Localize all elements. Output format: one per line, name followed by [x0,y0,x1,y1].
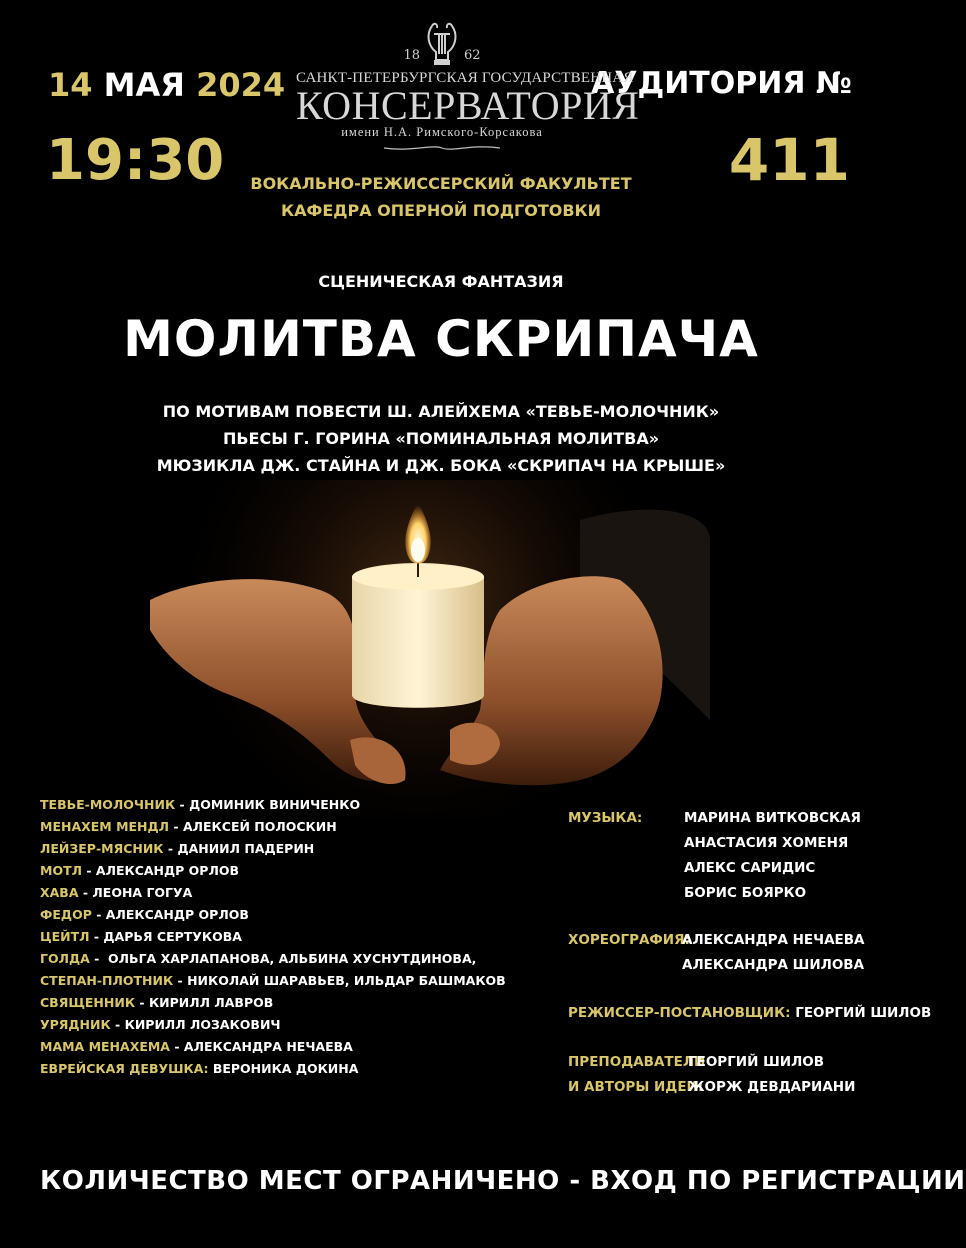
show-genre: СЦЕНИЧЕСКАЯ ФАНТАЗИЯ [318,272,564,291]
faculty-block [0,170,882,224]
cast-separator: - [81,863,96,878]
cast-role: ЦЕЙТЛ [40,929,90,944]
cast-row [40,860,506,882]
logo-year-left: 18 [403,48,420,63]
cast-row [40,904,506,926]
credit-name: АЛЕКСАНДРА НЕЧАЕВА [682,932,865,948]
cast-row [40,838,506,860]
cast-actor: ЛЕОНА ГОГУА [92,885,193,900]
cast-separator: - [110,1017,125,1032]
source-line: ПЬЕСЫ Г. ГОРИНА «ПОМИНАЛЬНАЯ МОЛИТВА» [222,429,660,448]
cast-separator: - [89,929,104,944]
cast-row [40,926,506,948]
cast-role: СВЯЩЕННИК [40,995,136,1010]
teachers-credits [688,1050,855,1100]
credit-name: ЖОРЖ ДЕВДАРИАНИ [688,1079,856,1095]
director-label: РЕЖИССЕР-ПОСТАНОВЩИК: [568,1005,791,1021]
cast-row [40,794,506,816]
cast-actor: ОЛЬГА ХАРЛАПАНОВА, АЛЬБИНА ХУСНУТДИНОВА, [103,951,477,966]
cast-actor: АЛЕКСАНДРА НЕЧАЕВА [183,1039,353,1054]
auditorium-number: 411 [728,126,850,194]
cast-separator: - [169,819,183,834]
cast-separator: - [173,973,188,988]
cast-separator: - [163,841,178,856]
choreography-label: ХОРЕОГРАФИЯ: [568,932,690,948]
logo-line-3: имени Н.А. Римского-Корсакова [341,125,543,139]
cast-role: ХАВА [40,885,79,900]
cast-row [40,1036,506,1058]
event-day: 14 [48,66,93,104]
cast-separator: - [78,885,93,900]
cast-separator: - [91,907,106,922]
cast-actor: АЛЕКСАНДР ОРЛОВ [105,907,249,922]
cast-row [40,992,506,1014]
cast-actor: АЛЕКСЕЙ ПОЛОСКИН [182,819,337,834]
cast-actor: ДОМИНИК ВИНИЧЕНКО [189,797,361,812]
cast-row [40,948,506,970]
cast-role: ТЕВЬЕ-МОЛОЧНИК [40,797,176,812]
cast-actor: КИРИЛЛ ЛОЗАКОВИЧ [124,1017,281,1032]
cast-separator: - [89,951,104,966]
cast-separator: - [135,995,149,1010]
cast-separator: - [175,797,190,812]
cast-actor: КИРИЛЛ ЛАВРОВ [148,995,274,1010]
cast-role: ФЕДОР [40,907,92,922]
director-name: ГЕОРГИЙ ШИЛОВ [795,1005,932,1021]
conservatory-logo [296,20,640,154]
credit-name: АЛЕКС САРИДИС [684,860,816,876]
candle-in-hands-image [150,480,710,820]
cast-role: УРЯДНИК [40,1017,111,1032]
cast-role: МОТЛ [40,863,82,878]
event-date [48,66,285,104]
cast-role: ЛЕЙЗЕР-МЯСНИК [40,841,164,856]
cast-row [40,970,506,992]
logo-flourish [382,142,502,154]
cast-row [40,1058,506,1080]
cast-row [40,816,506,838]
faculty-name: ВОКАЛЬНО-РЕЖИССЕРСКИЙ ФАКУЛЬТЕТ [250,174,632,193]
credit-name: ГЕОРГИЙ ШИЛОВ [688,1054,825,1070]
credit-name: АЛЕКСАНДРА ШИЛОВА [682,957,865,973]
cast-row [40,1014,506,1036]
logo-line-1: САНКТ-ПЕТЕРБУРГСКАЯ ГОСУДАРСТВЕННАЯ [296,70,634,86]
registration-notice: КОЛИЧЕСТВО МЕСТ ОГРАНИЧЕНО - ВХОД ПО РЕГИСТРАЦИИ [40,1166,966,1196]
cast-actor: ВЕРОНИКА ДОКИНА [212,1061,359,1076]
cast-role: ГОЛДА [40,951,90,966]
cast-actor: ДАРЬЯ СЕРТУКОВА [103,929,242,944]
show-sources [0,398,882,479]
cast-actor: НИКОЛАЙ ШАРАВЬЕВ, ИЛЬДАР БАШМАКОВ [187,973,506,988]
logo-year-right: 62 [464,48,481,63]
choreography-credits [682,928,864,978]
event-month: МАЯ [103,66,185,104]
director-credit [568,1001,931,1026]
credit-name: БОРИС БОЯРКО [684,885,807,901]
candle-body [352,577,484,708]
source-line: МЮЗИКЛА ДЖ. СТАЙНА И ДЖ. БОКА «СКРИПАЧ НА КРЫШЕ» [156,456,726,475]
cast-actor: ДАНИИЛ ПАДЕРИН [177,841,315,856]
credit-name: МАРИНА ВИТКОВСКАЯ [684,810,861,826]
credit-name: АНАСТАСИЯ ХОМЕНЯ [684,835,849,851]
show-title: МОЛИТВА СКРИПАЧА [123,310,759,368]
auditorium-label: АУДИТОРИЯ № [591,66,852,101]
music-label: МУЗЫКА: [568,810,643,826]
cast-separator: - [169,1039,184,1054]
cast-role: ЕВРЕЙСКАЯ ДЕВУШКА: [40,1061,209,1076]
event-time: 19:30 [46,128,225,193]
department-name: КАФЕДРА ОПЕРНОЙ ПОДГОТОВКИ [280,201,601,220]
cast-role: МАМА МЕНАХЕМА [40,1039,170,1054]
source-line: ПО МОТИВАМ ПОВЕСТИ Ш. АЛЕЙХЕМА «ТЕВЬЕ-МОЛОЧНИК» [162,402,720,421]
music-credits [684,806,861,906]
logo-line-2: КОНСЕРВАТОРИЯ [296,83,640,128]
event-year: 2024 [196,66,286,104]
teachers-label: ПРЕПОДАВАТЕЛИ И АВТОРЫ ИДЕИ: [568,1054,706,1095]
cast-role: СТЕПАН-ПЛОТНИК [40,973,174,988]
cast-row [40,882,506,904]
cast-role: МЕНАХЕМ МЕНДЛ [40,819,170,834]
cast-list [40,794,506,1080]
cast-actor: АЛЕКСАНДР ОРЛОВ [95,863,239,878]
